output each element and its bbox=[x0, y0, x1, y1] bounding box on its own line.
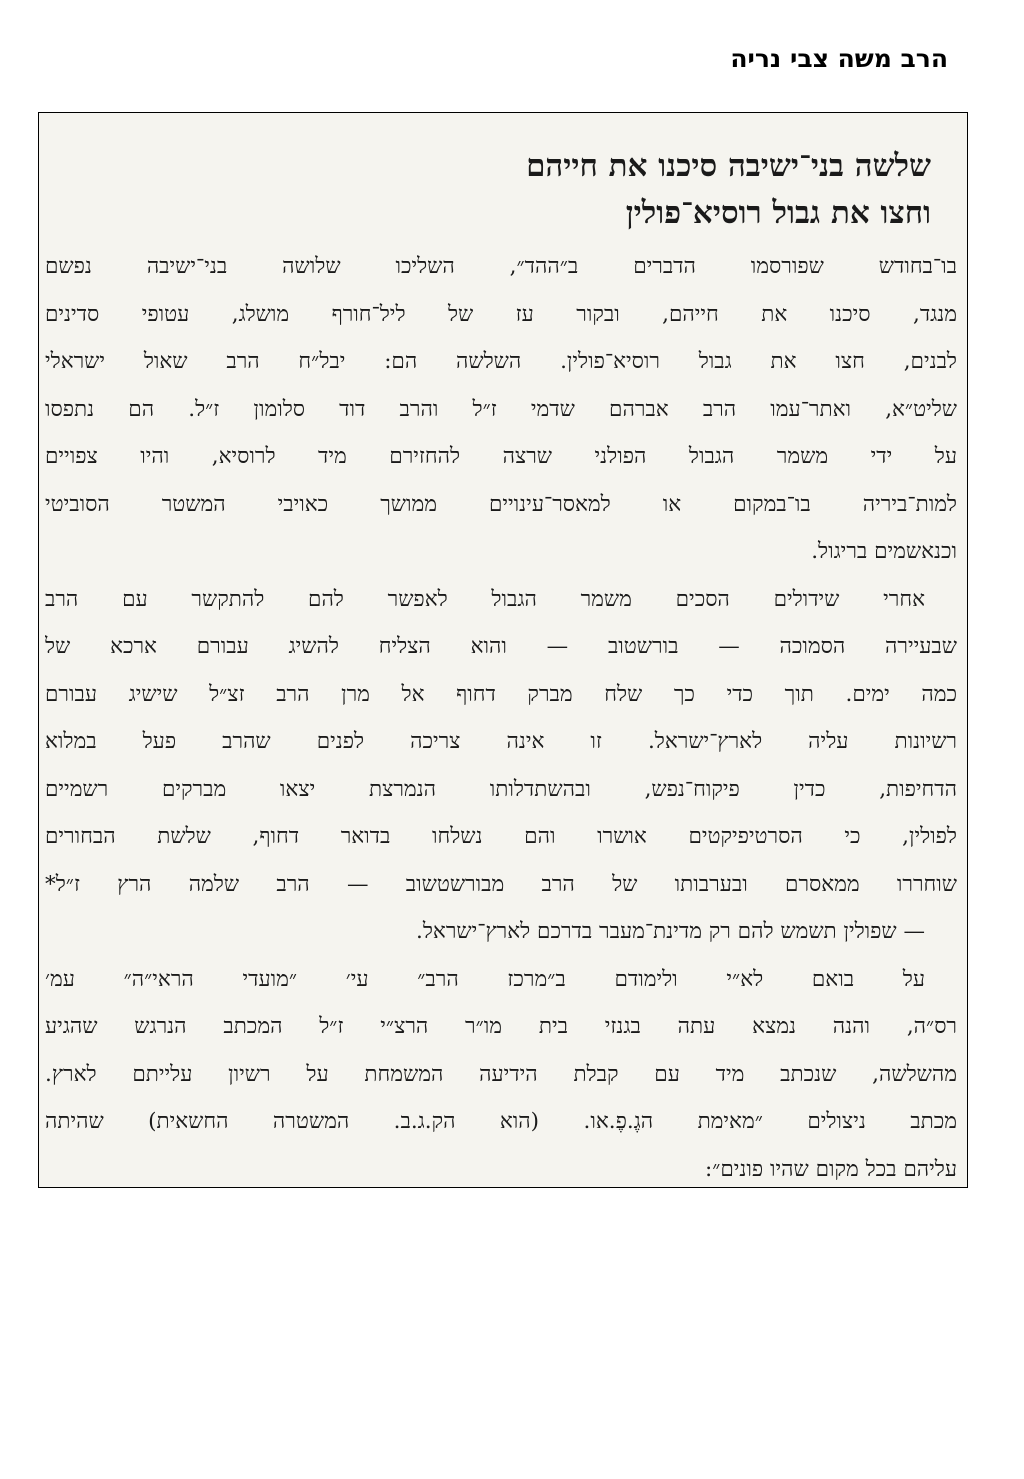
text-line: הדחיפות, כדין פיקוח־נפש, ובהשתדלותו הנמרצת יצאו מברקים רשמיים bbox=[45, 776, 957, 802]
paragraph-2 bbox=[45, 576, 957, 956]
text-line: למות־ביריה בו־במקום או למאסר־עינויים ממושך כאויבי המשטר הסוביטי bbox=[45, 491, 957, 517]
text-line: לבנים, חצו את גבול רוסיא־פולין. השלשה הם: יבל״ח הרב שאול ישראלי bbox=[45, 349, 957, 374]
article bbox=[45, 143, 957, 1188]
page-title: הרב משה צבי נריה bbox=[730, 44, 948, 73]
text-line: לפולין, כי הסרטיפיקטים אושרו והם נשלחו בדואר דחוף, שלשת הבחורים bbox=[45, 824, 957, 849]
text-line: וכנאשמים בריגול. bbox=[811, 539, 957, 564]
text-line: שוחררו ממאסרם ובערבותו של הרב מבורשטשוב — הרב שלמה הרץ ז״ל* bbox=[45, 871, 957, 897]
text-line: בו־בחודש שפורסמו הדברים ב״ההד״, השליכו שלושה בני־ישיבה נפשם bbox=[45, 254, 957, 279]
article-headline bbox=[45, 143, 957, 237]
text-line: שליט״א, ואתר־עמו הרב אברהם שדמי ז״ל והרב דוד סלומון ז״ל. הם נתפסו bbox=[45, 396, 957, 422]
headline-line: שלשה בני־ישיבה סיכנו את חייהם bbox=[526, 148, 931, 184]
text-line: מנגד, סיכנו את חייהם, ובקור עז של ליל־חורף מושלג, עטופי סדינים bbox=[45, 301, 957, 327]
text-line: מכתב ניצולים ״מאימת הגֶ.פֶ.או. (הוא הק.ג.ב. המשטרה החשאית) שהיתה bbox=[45, 1109, 957, 1134]
paragraph-1 bbox=[45, 243, 957, 576]
text-line: שבעיירה הסמוכה — בורשטוב — והוא הצליח להשיג עבורם ארכא של bbox=[45, 634, 957, 659]
text-line: אחרי שידולים הסכים משמר הגבול לאפשר להם להתקשר עם הרב bbox=[45, 586, 925, 612]
scanned-page-image bbox=[38, 112, 968, 1188]
text-line: מהשלשה, שנכתב מיד עם קבלת הידיעה המשמחת על רשיון עלייתם לארץ. bbox=[45, 1061, 957, 1087]
text-line: רס״ה, והנה נמצא עתה בגנזי בית מו״ר הרצ״י ז״ל המכתב הנרגש שהגיע bbox=[45, 1014, 957, 1039]
headline-line: וחצו את גבול רוסיא־פולין bbox=[625, 195, 931, 231]
text-line: על בואם לא״י ולימודם ב״מרכז הרב״ עי׳ ״מועדי הראי״ה״ עמ׳ bbox=[45, 966, 925, 992]
text-line: — שפולין תשמש להם רק מדינת־מעבר בדרכם לארץ־ישראל. bbox=[416, 919, 925, 944]
text-line: כמה ימים. תוך כדי כך שלח מברק דחוף אל מרן הרב זצ״ל שישיג עבורם bbox=[45, 681, 957, 707]
text-line: עליהם בכל מקום שהיו פונים״: bbox=[704, 1156, 957, 1182]
text-line: רשיונות עליה לארץ־ישראל. זו אינה צריכה לפנים שהרב פעל במלוא bbox=[45, 729, 957, 754]
paragraph-3 bbox=[45, 956, 957, 1189]
text-line: על ידי משמר הגבול הפולני שרצה להחזירם מיד לרוסיא, והיו צפויים bbox=[45, 444, 957, 469]
